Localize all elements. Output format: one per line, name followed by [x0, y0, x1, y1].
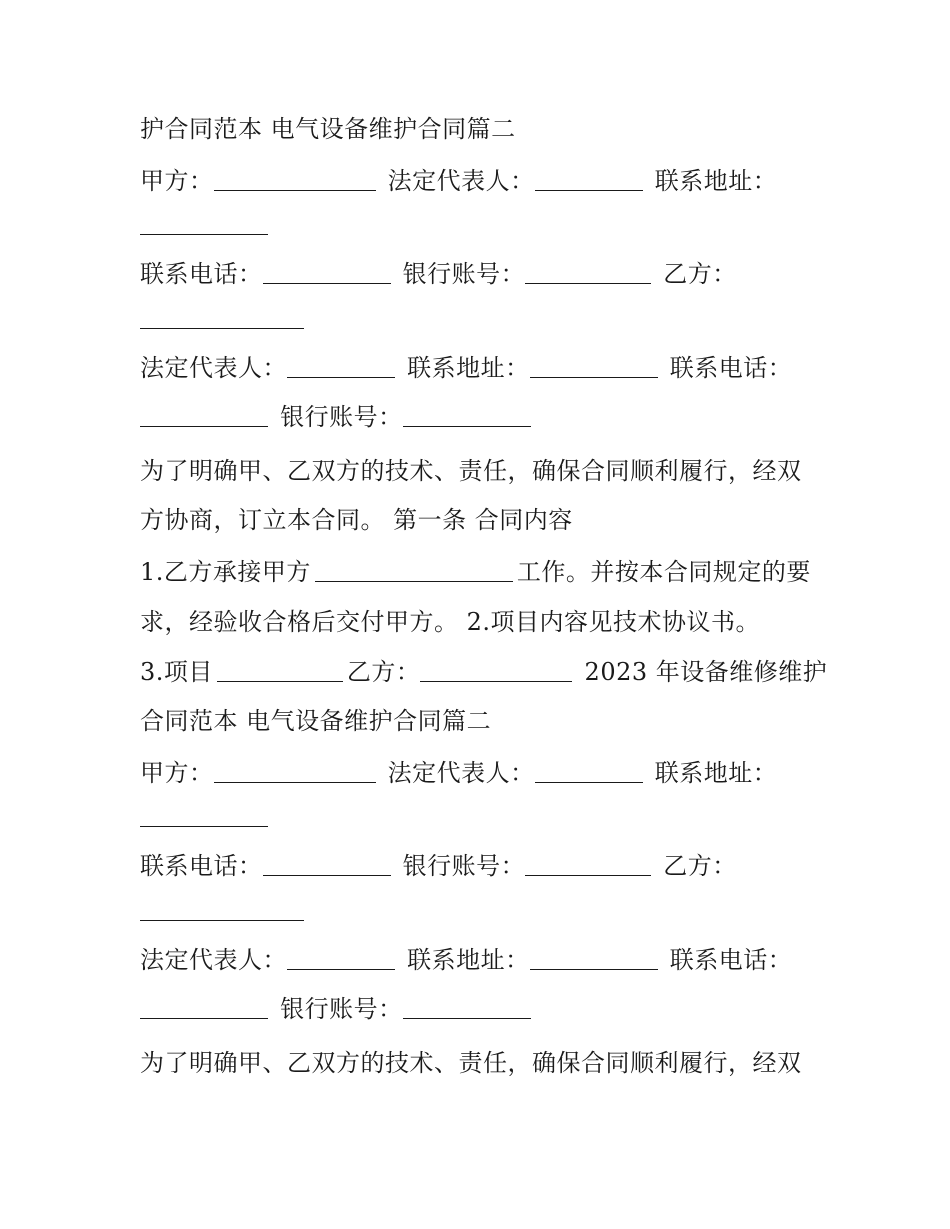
text-line: [140, 851, 737, 881]
section-heading: 合同范本 电气设备维护合同篇二: [140, 707, 492, 735]
phone-blank: [140, 404, 268, 427]
clause-text: 工作。并按本合同规定的要: [516, 558, 811, 586]
address-blank: [530, 947, 658, 970]
party-b-label: 乙方：: [663, 852, 737, 880]
text-line: [140, 114, 516, 144]
legal-rep-label: 法定代表人：: [387, 759, 535, 787]
text-line: [140, 607, 760, 637]
legal-rep-label: 法定代表人：: [140, 354, 287, 382]
bank-account-blank: [525, 261, 651, 284]
legal-rep-label: 法定代表人：: [140, 946, 287, 974]
party-a-label: 甲方：: [140, 759, 214, 787]
text-line: [140, 505, 573, 535]
party-b-label: 乙方：: [663, 260, 737, 288]
text-line: [140, 210, 272, 240]
party-b-blank: [420, 659, 572, 682]
text-line: [140, 557, 811, 587]
party-b-blank: [140, 898, 304, 921]
project-blank: [217, 659, 343, 682]
text-line: [140, 259, 737, 289]
bank-account-label: 银行账号：: [402, 260, 526, 288]
bank-account-label: 银行账号：: [280, 403, 403, 431]
party-b-label: 乙方：: [346, 658, 421, 686]
paragraph-text: 为了明确甲、乙双方的技术、责任，确保合同顺利履行，经双: [140, 457, 802, 485]
text-line: [140, 994, 535, 1024]
clause-text: 3.项目: [140, 658, 213, 686]
clause-text: 求，经验收合格后交付甲方。 2.项目内容见技术协议书。: [140, 608, 761, 636]
address-blank: [140, 212, 268, 235]
party-a-blank: [214, 168, 376, 191]
text-line: [140, 758, 777, 788]
clause-text: 1.乙方承接甲方: [140, 558, 311, 586]
phone-blank: [263, 261, 391, 284]
address-blank: [140, 804, 268, 827]
legal-rep-blank: [535, 168, 643, 191]
text-line: [140, 353, 792, 383]
text-line: [140, 402, 535, 432]
paragraph-text: 为了明确甲、乙双方的技术、责任，确保合同顺利履行，经双: [140, 1049, 802, 1077]
phone-label: 联系电话：: [140, 260, 263, 288]
clause-text: 2023 年设备维修维护: [584, 658, 828, 686]
phone-label: 联系电话：: [669, 354, 793, 382]
legal-rep-label: 法定代表人：: [387, 167, 535, 195]
work-blank: [315, 559, 513, 582]
text-line: [140, 1048, 802, 1078]
text-line: [140, 657, 827, 687]
legal-rep-blank: [287, 947, 395, 970]
text-line: [140, 456, 802, 486]
bank-account-label: 银行账号：: [402, 852, 526, 880]
text-line: [140, 802, 272, 832]
phone-blank: [140, 996, 268, 1019]
phone-label: 联系电话：: [140, 852, 263, 880]
party-a-blank: [214, 760, 376, 783]
address-label: 联系地址：: [654, 759, 778, 787]
text-line: [140, 945, 792, 975]
legal-rep-blank: [535, 760, 643, 783]
address-label: 联系地址：: [407, 946, 530, 974]
section-heading: 护合同范本 电气设备维护合同篇二: [140, 115, 516, 143]
phone-blank: [263, 853, 391, 876]
address-label: 联系地址：: [654, 167, 778, 195]
text-line: [140, 166, 777, 196]
bank-account-blank: [403, 996, 531, 1019]
text-line: [140, 706, 491, 736]
phone-label: 联系电话：: [669, 946, 793, 974]
party-a-label: 甲方：: [140, 167, 214, 195]
bank-account-blank: [403, 404, 531, 427]
paragraph-text: 方协商，订立本合同。 第一条 合同内容: [140, 506, 573, 534]
bank-account-blank: [525, 853, 651, 876]
legal-rep-blank: [287, 355, 395, 378]
address-label: 联系地址：: [407, 354, 530, 382]
text-line: [140, 896, 308, 926]
address-blank: [530, 355, 658, 378]
bank-account-label: 银行账号：: [280, 995, 403, 1023]
text-line: [140, 304, 308, 334]
party-b-blank: [140, 306, 304, 329]
